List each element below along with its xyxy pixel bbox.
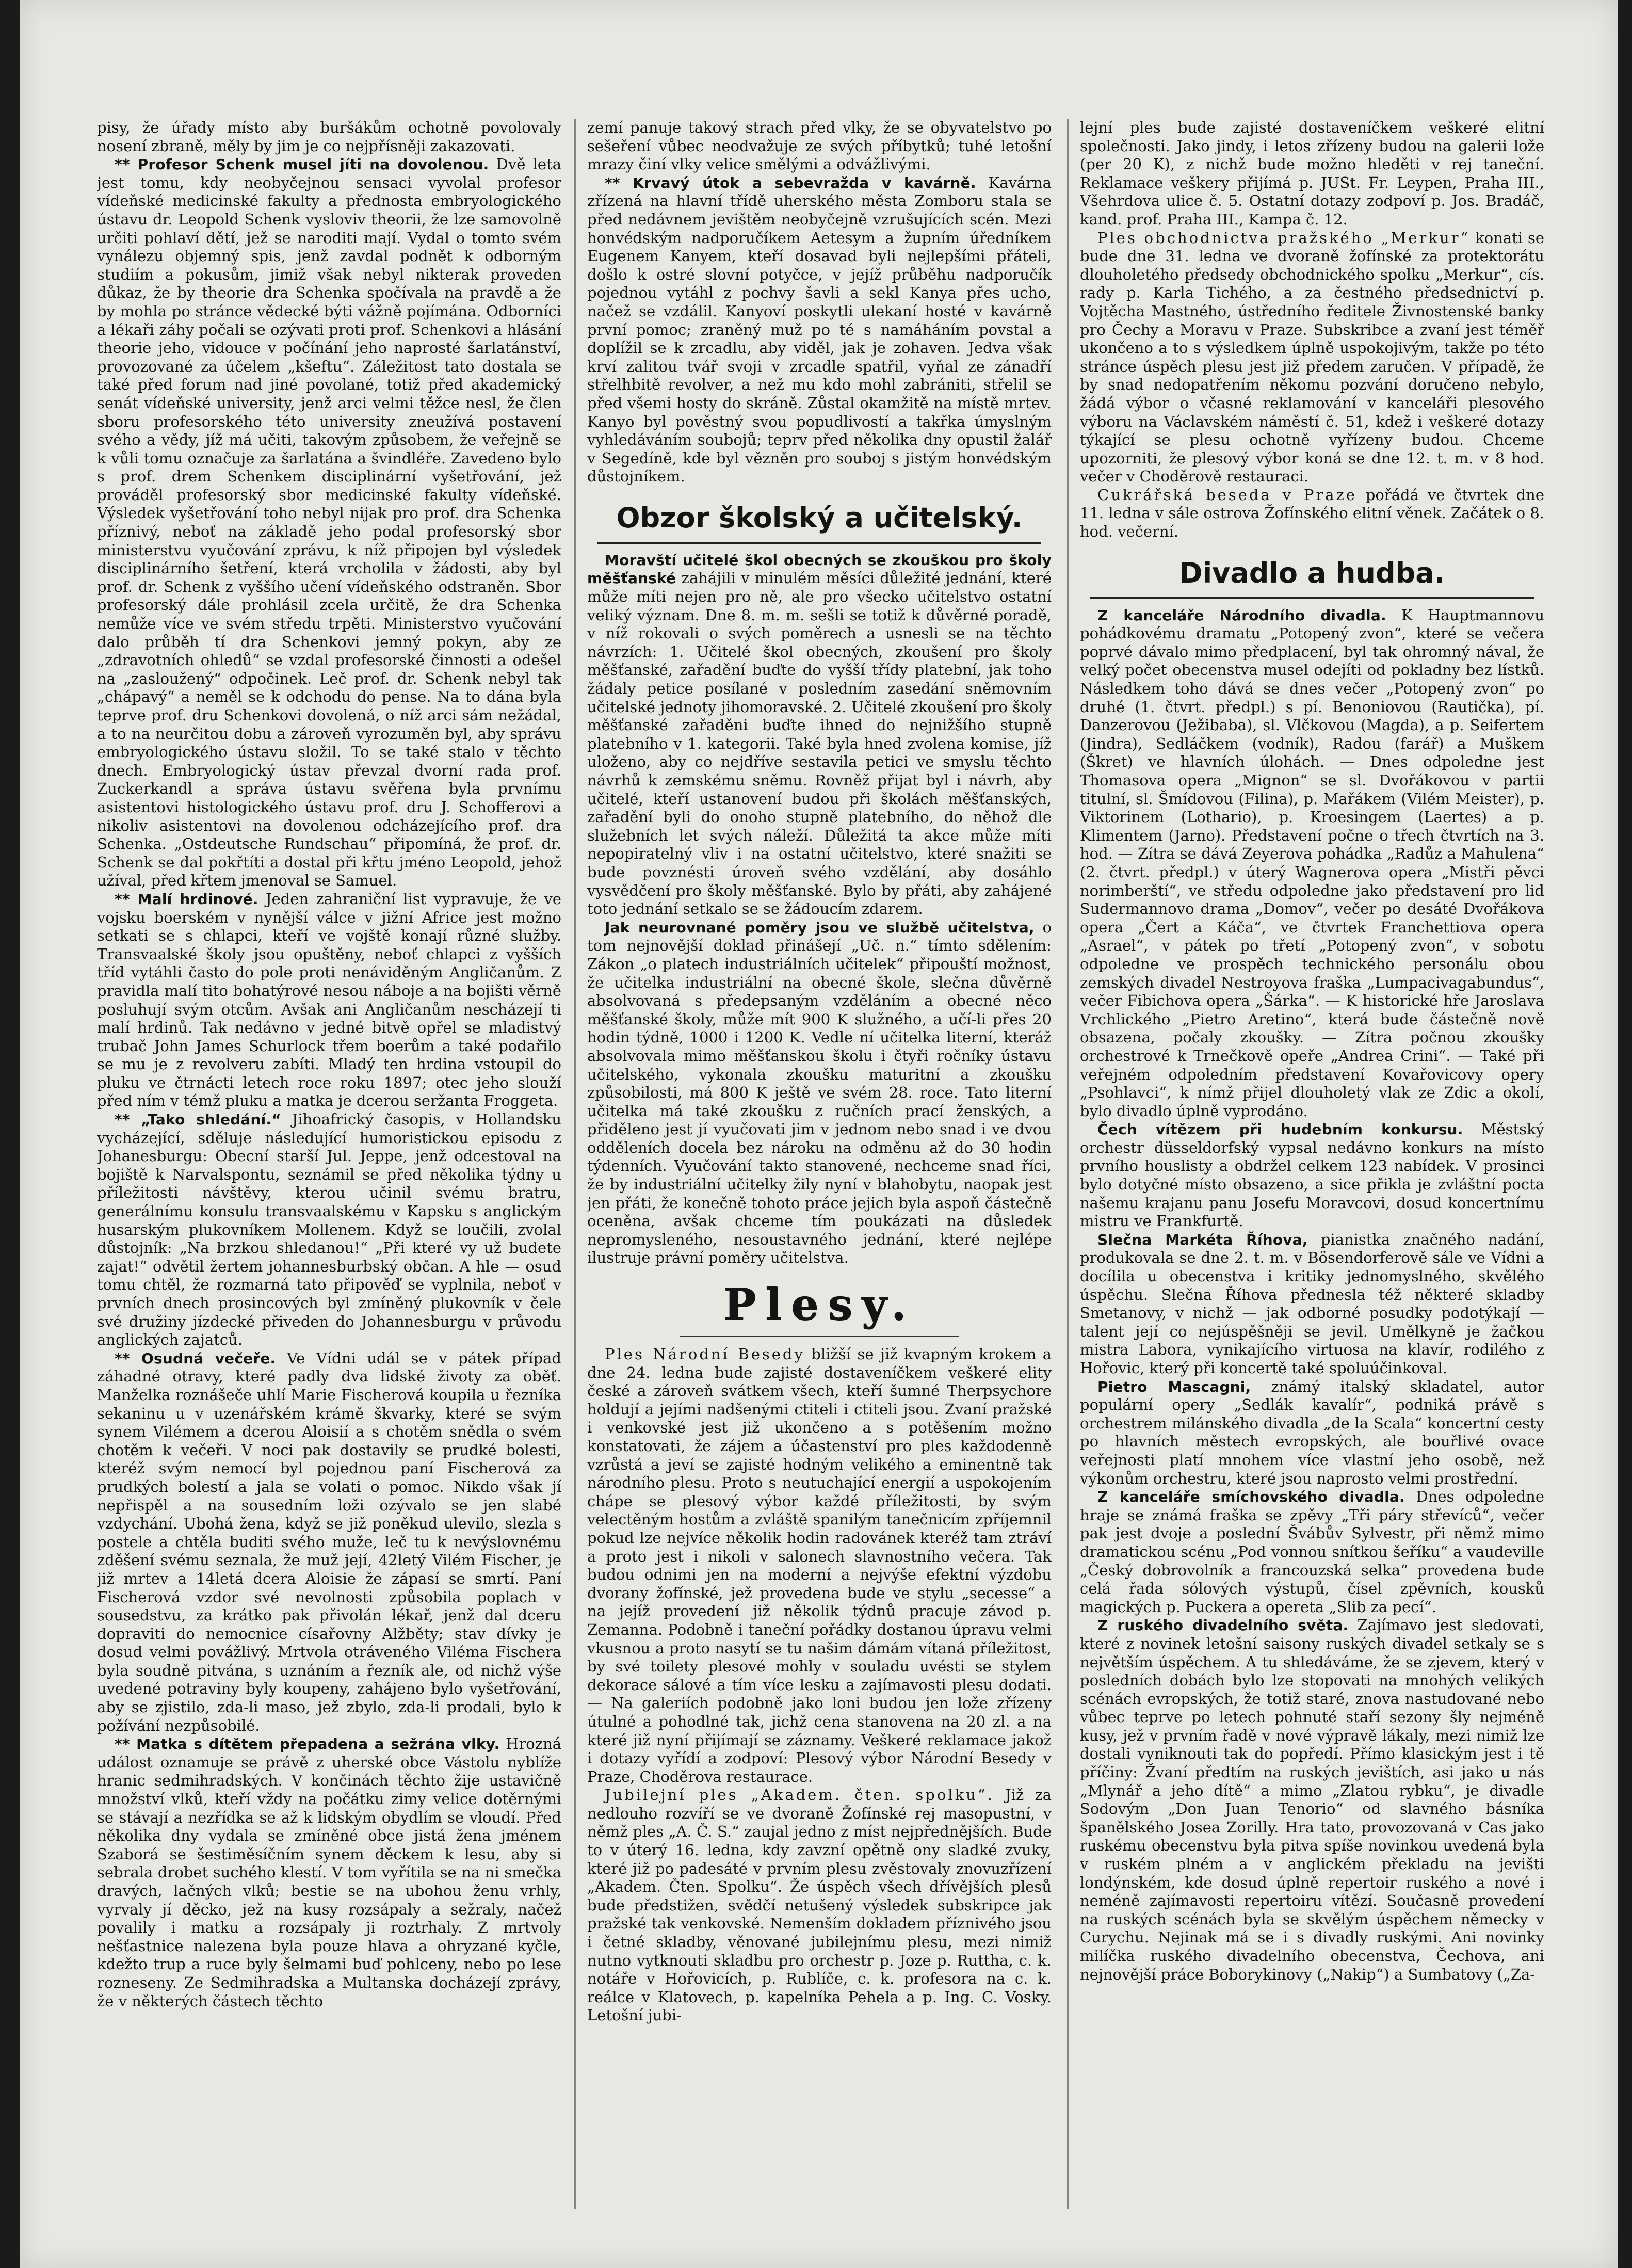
news-item-headline: Z ruského divadelního světa.	[1097, 1617, 1349, 1634]
news-item-headline: Čech vítězem při hudebním konkursu.	[1097, 1121, 1463, 1138]
section-rule	[597, 542, 1041, 544]
news-item-body: zahájili v minulém měsíci důležité jednání, které může míti nejen pro ně, ale pro všecko učitelstvo ostatní veliký význam. Dne 8. m. m. sešli se totiž k důvěrné poradě, v níž rokovali o svých poměrech a usnesli se na těchto návrzích: 1. Učitelé škol obecných, zkoušení pro školy měšťanské, zařadění buďte do vyšší třídy platební, jak toho žádaly petice posílané v posledním zasedání sněmovním učitelské jednoty jihomoravské. 2. Učitelé zkoušení pro školy měšťanské zařaděni buďte ihned do nejnižšího stupně platebního v 1. kategorii. Také byla hned zvolena komise, jíž uloženo, aby co nejdříve sestavila petici ve smyslu těchto návrhů k zemskému sněmu. Rovněž přijat byl i návrh, aby učitelé, kteří ustanovení budou při školách měšťanských, zařadění byli do onoho stupně platebního, do něhož dle služebních let svých náleží. Důležitá ta akce může míti nepopiratelný vliv i na ostatní učitelstvo, které snažiti se bude povznésti úroveň svého vzdělání, aby dosáhlo vysvědčení pro školy měšťanské. Bylo by přáti, aby zahájené toto jednání setkalo se se žádoucím zdarem.	[587, 569, 1052, 918]
news-item	[97, 1349, 561, 1735]
news-item	[1080, 1231, 1544, 1378]
section-rule	[680, 1336, 959, 1337]
news-item-body: Zajímavo jest sledovati, které z novinek letošní saisony ruských divadel setkaly se s největším úspěchem. A tu shledáváme, že se zjevem, který v posledních dobách bylo lze stopovati na mnohých velikých scénách evropských, že totiž staré, znova nastudované nebo vůbec teprve po letech pohnuté staří sezony šly nejméně kusy, jež v prvním řadě v nové výpravě lákaly, mezi nimiž lze dostali vyniknouti tak do popředí. Přímo klasickým jest i tě příčiny: Žvaní předtím na ruských jevištích, asi jako u nás „Mlynář a jeho dítě“ a mimo „Zlatou rybku“, je divadle Sodovým „Don Juan Tenorio“ od slavného básníka španělského Josea Zorilly. Hra tato, provozovaná v Cas jako ruskému obecenstvu byla pitva spíše novinkou uvedená byla v ruském plném a v anglickém překladu na jevišti londýnském, kde dosud úplně repertoir ruského a nové i neméně zajímavosti repertoiru vítězí. Současně provedení na ruských scénách byla se skvělým úspěchem německy v Curychu. Nejinak má se i s divadly ruskými. Ani novinky milíčka ruského divadelního obecenstva, Čechova, ani nejnovější práce Boborykinovy („Nakip“) a Sumbatovy („Za-	[1080, 1616, 1544, 1983]
news-item-lead: Jubilejní ples „Akadem. čten. spolku“.	[605, 1786, 994, 1804]
column-divider	[1067, 119, 1069, 2209]
news-item	[97, 1111, 561, 1349]
news-item-body: Dnes odpoledne hraje se známá fraška se zpěvy „Tři páry střevíců“, večer pak jest dvoje a poslední Švábův Sylvestr, při němž mimo dramatickou scénu „Pod vonnou snítkou šeříku“ a vaudeville „Český dobrovolník a francouzská selka“ provedena bude celá řada sólových výstupů, čísel zpěvních, kousků magických p. Puckera a opereta „Slib za pecí“.	[1080, 1488, 1544, 1616]
news-item	[587, 551, 1052, 919]
news-item-body: Již za nedlouho rozvíří se ve dvoraně Žofínské rej masopustní, v němž ples „A. Č. S.“ zaujal jedno z míst nejpřednějších. Bude to v úterý 16. ledna, kdy zavzní opětně ony sladké zvuky, které již po padesáté v prvním plesu zvěstovaly znovuzřízení „Akadem. Čten. Spolku“. Že úspěch všech dřívějších plesů bude předstižen, svědčí netušený výsledek subskripce jak pražské tak venkovské. Nemenším dokladem příznivého jsou i četné skladby, věnované jubilejnímu plesu, mezi nimiž nutno vytknouti skladbu pro orchestr p. Joze p. Ruttha, c. k. notáře v Hořovicích, p. Rublíče, c. k. profesora na c. k. reálce v Klatovech, p. kapelníka Pehela a p. Ing. C. Vosky. Letošní jubi-	[587, 1786, 1052, 2024]
article-continuation: lejní ples bude zajisté dostaveníčkem veškeré elitní společnosti. Jako jindy, i letos zřízeny budou na galerii lože (per 20 K), z nichž bude možno hleděti v rej taneční. Reklamace veškery přijímá p. JUSt. Fr. Leypen, Praha III., Všehrdova ulice č. 5. Ostatní dotazy zodpoví p. Jos. Bradáč, kand. prof. Praha III., Kampa č. 12.	[1080, 119, 1544, 228]
news-item	[587, 1786, 1052, 2025]
news-item	[97, 155, 561, 890]
section-rule	[1090, 597, 1534, 599]
news-item-body: pianistka značného nadání, produkovala se dne 2. t. m. v Bösendorferově sále ve Vídni a docílila u obecenstva i kritiky jednomyslného, skvělého úspěchu. Slečna Říhova přednesla též některé skladby Smetanovy, v nichž — jak odborné posudky podotýkají — talent její co nejúspěšněji se jevil. Umělkyně je žačkou mistra Labora, vynikajícího virtuosa na klavír, rodilého z Hořovic, který při koncertě také spoluúčinkoval.	[1080, 1230, 1544, 1377]
news-item	[97, 890, 561, 1111]
news-item-body: Dvě leta jest tomu, kdy neobyčejnou sensaci vyvolal profesor vídeňské medicinské fakulty a přednosta embryologického ústavu dr. Leopold Schenk vysloviv theorii, že lze samovolně určiti pohlaví dětí, jež se naroditi mají. Vydal o tomto svém vynálezu objemný spis, jenž zavdal podnět k odborným studiím a pokusům, jimiž však nebyl nikterak proveden důkaz, že by theorie dra Schenka spočívala na pravdě a že by mohla po stránce vědecké býti vážně pojímána. Odborníci a lékaři záhy počali se ozývati proti prof. Schenkovi a hlásání theorie jeho, vidouce v počínání jeho naprosté šarlatánství, provozované za účelem „kšeftu“. Záležitost tato dostala se také před forum nad jiné povolané, totiž před akademický senát vídeňské university, jenž arci velmi těžce nesl, že člen sboru profesorského této university zneužívá postavení svého a vědy, jíž má učiti, takovým způsobem, že veřejně se k vůli tomu označuje za šarlatána a švindléře. Zavedeno bylo s prof. drem Schenkem disciplinární vyšetřování, jež prováděl profesorský sbor medicinské fakulty vídeňské. Výsledek vyšetřování toho nebyl nijak pro prof. dra Schenka příznivý, neboť na základě jeho podal profesorský sbor ministerstvu vyučování zprávu, k níž připojen byl výsledek disciplinárního šetření, která vrcholila v žádosti, aby byl prof. dr. Schenk z vyššího učení vídeňského odstraněn. Sbor profesorský dále prohlásil zcela určitě, že dra Schenka nemůže více ve svém středu trpěti. Ministerstvo vyučování dalo průběh tí dra Schenkovi jemný pokyn, aby ze „zdravotních ohledů“ se vzdal profesorské činnosti a odešel na „zasloužený“ odpočinek. Leč prof. dr. Schenk nebyl tak „chápavý“ a neměl se k odchodu do pense. Na to dána byla teprve prof. dru Schenkovi dovolená, o níž arci sám nežádal, a to na neurčitou dobu a zároveň vyrozuměn byl, aby správu embryologického ústavu složil. To se také stalo v těchto dnech. Embryologický ústav převzal dvorní rada prof. Zuckerkandl a správa ústavu svěřena byla prvnímu asistentovi histologického ústavu prof. dru J. Schofferovi a nikoliv asistentovi na dovolenou odcházejícího prof. dra Schenka. „Ostdeutsche Rundschau“ připomíná, že prof. dr. Schenk se dal pokřtíti a dostal při křtu jméno Leopold, jehož užíval, před křtem jmenoval se Samuel.	[97, 155, 561, 890]
column-3	[1080, 119, 1544, 2209]
news-item	[1080, 1378, 1544, 1488]
news-item	[97, 1735, 561, 2010]
news-item-body: konati se bude dne 31. ledna ve dvoraně žofínské za protektorátu dlouholetého předsedy obchodnického spolku „Merkur“, cís. rady p. Karla Tichého, a za čestného předsednictví p. Vojtěcha Mastného, ústředního ředitele Živnostenské banky pro Čechy a Moravu v Praze. Subskribce a zvaní jest téměř ukončeno a to s výsledkem úplně uspokojivým, takže po této stránce úspěch plesu jest již předem zaručen. V případě, že by snad nedopatřením někomu pozvání doručeno nebylo, žádá výbor o včasné reklamování v kanceláři plesového výboru na Václavském náměstí č. 51, kdež i veškeré dotazy týkající se plesu ochotně vyřízeny budou. Chceme upozorniti, že plesový výbor koná se dne 12. t. m. v 8 hod. večer v Choděrově restauraci.	[1080, 229, 1544, 486]
news-item-headline: Moravští učitelé škol obecných se zkouškou pro školy měšťanské	[587, 551, 1052, 587]
news-item	[1080, 606, 1544, 1121]
news-item-body: známý italský skladatel, autor populární opery „Sedlák kavalír“, podniká právě s orchestrem milánského divadla „de la Scala“ koncertní cesty po hlavních městech evropských, ale bouřlivé ovace veřejnosti platí mnohem více vlastní jeho osobě, než výkonům orchestru, které jsou naprosto velmi prostřední.	[1080, 1377, 1544, 1487]
article-continuation: pisy, že úřady místo aby buršákům ochotně povolovaly nosení zbraně, měly by jim je co nejpřísněji zakazovati.	[97, 119, 561, 155]
news-item	[1080, 1616, 1544, 1984]
newspaper-page	[97, 119, 1547, 2209]
news-item-lead: Cukrářská beseda v Praze	[1097, 486, 1357, 504]
news-item	[587, 174, 1052, 486]
news-item	[1080, 1120, 1544, 1231]
news-item-headline: Z kanceláře Národního divadla.	[1097, 606, 1386, 624]
news-item-headline: Pietro Mascagni,	[1097, 1378, 1251, 1395]
news-item	[1080, 486, 1544, 541]
news-item-body: Ve Vídni udál se v pátek případ záhadné otravy, které padly dva lidské životy za oběť. Manželka roznášeče uhlí Marie Fischerová koupila u řezníka sekaninu u v uzenářském krámě škvarky, které se svým synem Vilémem a dcerou Aloisií a s chotěm snědla o svém chotěm k večeři. V noci pak dostavily se prudké bolesti, kteréž svým nemocí byl pojednou paní Fischerová za prudkých bolestí a jala se volati o pomoc. Nikdo však jí nepřispěl a na sousedním loži ozývalo se jen slabé vzdychání. Ubohá žena, když se již poněkud ulevilo, slezla s postele a chtěla buditi svého muže, leč tu k nevýslovnému zděšení svému seznala, že muž její, 42letý Vilém Fischer, je již mrtev a 14letá dcera Aloisie že zápasí se smrtí. Paní Fischerová vzdor své nevolnosti způsobila poplach v sousedstvu, za krátko pak přivolán lékař, jenž dal dceru dopraviti do nemocnice císařovny Alžběty; stav dívky je dosud velmi povážlivý. Mrtvola otráveného Viléma Fischera byla soudně pitvána, s uznáním a řezník ale, od nichž výše uvedené potraviny byly koupeny, zahájeno bylo vyšetřování, aby se zjistilo, zda-li maso, jež zbylo, zda-li prodali, bylo k požívání nezpůsobilé.	[97, 1349, 561, 1734]
news-item-lead: Ples obchodnictva pražského „Merkur“	[1097, 229, 1471, 247]
news-item-headline: ** Profesor Schenk musel jíti na dovolenou.	[115, 156, 489, 173]
news-item	[587, 1345, 1052, 1786]
news-item-body: Kavárna zřízená na hlavní třídě uherského města Zomboru stala se před nedávnem jevištěm neobyčejně vzrušujících scén. Mezi honvédským nadporučíkem Aetesym a župním úředníkem Eugenem Kanyem, kteří dosavad byli nejlepšími přáteli, došlo k ostré slovní potyčce, v jejíž průběhu nadporučík pojednou vytáhl z pochvy šavli a sekl Kanya přes ucho, načež se vzdálil. Kanyoví poskytli ulekaní hosté v kavárně první pomoc; zraněný muž po té s namáháním povstal a doplížil se k zrcadlu, aby viděl, jak je zohaven. Jedva však krví zalitou tvář svoji v zrcadle spatřil, vyňal ze zánadří střelhbitě revolver, a než mu kdo mohl zabrániti, střelil se před všemi hosty do skráně. Zůstal okamžitě na místě mrtev. Kanyo byl pověstný svou popudlivostí a takřka úmyslným vyhledáváním soubojů; teprv před několika dny opustil žalář v Segedíně, kde byl vězněn pro souboj s jistým honvédským důstojníkem.	[587, 173, 1052, 486]
section-heading: Divadlo a hudba.	[1179, 556, 1445, 589]
column-2	[587, 119, 1052, 2209]
news-item-headline: ** Krvavý útok a sebevražda v kavárně.	[605, 174, 976, 191]
newspaper-scan	[20, 0, 1618, 2268]
news-item-headline: ** Osudná večeře.	[115, 1349, 276, 1367]
article-continuation: zemí panuje takový strach před vlky, že se obyvatelstvo po sešeření vůbec neodvažuje ze svých příbytků; tuhé letošní mrazy činí vlky velice smělými a odvážlivými.	[587, 119, 1052, 173]
column-1	[97, 119, 561, 2209]
section-heading: Obzor školský a učitelský.	[616, 501, 1023, 534]
news-item-headline: Z kanceláře smíchovského divadla.	[1097, 1488, 1405, 1506]
news-item-lead: Ples Národní Besedy	[605, 1345, 805, 1363]
column-divider	[574, 119, 576, 2209]
news-item-headline: ** „Tako shledání.“	[115, 1111, 281, 1129]
news-item-body: Hrozná událost oznamuje se právě z uherské obce Vástolu nyblíže hranic sedmihradských. V končinách těchto žije ustavičně množství vlků, kteří vždy na počátku zimy velice dotěrnými se stávají a nezřídka se až k lidským obydlím se vloudí. Před několika dny vydala se zmíněné obce jistá žena jménem Szaborá se šestiměsíčním synem děckem k lesu, aby si sebrala drobet suchého klestí. V tom vyřítila se na ni smečka dravých, lačných vlků; bestie se na ubohou ženu vrhly, vyrvaly jí děcko, jež na kusy rozsápaly a sežraly, načež povalily i matku a rozsápaly ji roztrhaly. Z mrtvoly nešťastnice nalezena byla pouze hlava a ohryzané kyčle, kdežto trup a ruce byly šelmami buď pohlceny, nebo po lese rozneseny. Ze Sedmihradska a Multanska docházejí zprávy, že v některých částech těchto	[97, 1735, 561, 2010]
news-item-body: K Hauptmannovu pohádkovému dramatu „Potopený zvon“, které se večera poprvé dávalo mimo předplacení, byl tak ohromný nával, že velký počet obecenstva musel odejíti od pokladny bez lístků. Následkem toho dává se dnes večer „Potopený zvon“ po druhé (1. čtvrt. předpl.) s pí. Benoniovou (Rautička), pí. Danzerovou (Ježibaba), sl. Vlčkovou (Magda), a p. Seifertem (Jindra), Sedláčkem (vodník), Radou (farář) a Muškem (Škret) ve hlavních úlohách. — Dnes odpoledne jest Thomasova opera „Mignon“ se sl. Dvořákovou v partii titulní, sl. Šmídovou (Filina), p. Mařákem (Vilém Meister), p. Viktorinem (Lothario), p. Kroesingem (Laertes) a p. Klimentem (Jarno). Představení počne o třech čtvrtích na 3. hod. — Zítra se dává Zeyerova pohádka „Radůz a Mahulena“ (2. čtvrt. předpl.) v úterý Wagnerova opera „Mistři pěvci norimberští“, ve středu odpoledne jako představení pro lid Sudermannovo drama „Domov“, večer po desáté Dvořákova opera „Čert a Káča“, ve čtvrtek Franchettiova opera „Asrael“, v pátek po třetí „Potopený zvon“, v sobotu odpoledne ve prospěch technického personálu obou zemských divadel Nestroyova fraška „Lumpacivagabundus“, večer Fibichova opera „Šárka“. — K historické hře Jaroslava Vrchlického „Pietro Aretino“, která bude částečně nově obsazena, počaly zkoušky. — Zítra počnou zkoušky orchestrové k Trnečkově opeře „Andrea Crini“. — Také při veřejném odpoledním představení Kovařovicovy opery „Psohlavci“, k nímž přijel dlouholetý vlak ze Zdic a okolí, bylo divadlo úplně vyprodáno.	[1080, 606, 1544, 1120]
news-item-headline: Jak neurovnané poměry jsou ve službě učitelstva,	[605, 919, 1035, 936]
news-item-headline: ** Malí hrdinové.	[115, 890, 258, 908]
news-item	[1080, 1488, 1544, 1616]
news-item-body: o tom nejnovější doklad přinášejí „Uč. n.“ tímto sdělením: Zákon „o platech industriálních učitelek“ připouští možnost, že učitelka industriální na obecné škole, slečna důvěrně absolvovaná s předepsaným vzděláním a obecné něco měšťanské školy, může mít 900 K služného, a učí-li přes 20 hodin týdně, 1000 i 1200 K. Vedle ní učitelka literní, kteráž absolvovala mimo měšťanskou školu i čtyři ročníky ústavu učitelského, vykonala zkoušku maturitní a zkoušku způsobilosti, má 800 K ještě ve svém 28. roce. Tato literní učitelka má také zkoušku z ručních prací ženských, a přiděleno jest jí vyučovati jim v jednom nebo snad i ve dvou odděleních docela bez nároku na odměnu až do 30 hodin týdenních. Vyučování takto stanovené, nechceme snad říci, že by industriální učitelky žily nyní v blahobytu, naopak jest jen přáti, že konečně tohoto práce jejich byla aspoň částečně oceněna, avšak chceme tím poukázati na důsledek nepromysleného, nesoustavného jednání, které nejlépe ilustruje právní poměry učitelstva.	[587, 918, 1052, 1267]
news-item-headline: ** Matka s dítětem přepadena a sežrána vlky.	[115, 1735, 500, 1753]
section-heading: Plesy.	[723, 1279, 916, 1330]
news-item	[1080, 229, 1544, 486]
news-item-body: pořádá ve čtvrtek dne 11. ledna v sále ostrova Žofínského elitní věnek. Začátek o 8. hod. večerní.	[1080, 486, 1544, 541]
news-item	[587, 919, 1052, 1267]
news-item-headline: Slečna Markéta Říhova,	[1097, 1231, 1308, 1248]
news-item-body: Jihoafrický časopis, v Hollandsku vycházející, sděluje následující humoristickou episodu z Johanesburgu: Obecní starší Jul. Jeppe, jenž odcestoval na bojiště k Narvalspontu, seznámil se před několika týdny u příležitosti návštěvy, kterou učinil svému bratru, generálnímu konsulu transvaalskému v Kapsku s anglickým husarským plukovníkem Mollenem. Když se loučili, zvolal důstojník: „Na brzkou shledanou!“ „Při které vy už budete zajat!“ odvětil žertem johannesburbský občan. A hle — osud tomu chtěl, že rozmarná tato připověď se vyplnila, neboť v prvních dnech prosincových byl zmíněný plukovník v čele své družiny jízdecké přiveden do Johannesburgu v průvodu anglických zajatců.	[97, 1111, 561, 1349]
news-item-body: Městský orchestr düsseldorfský vypsal nedávno konkurs na místo prvního houslisty a obdržel celkem 123 nabídek. V prosinci bylo dotyčné místo obsazeno, a sice přikla je zvláštní pocta našemu krajanu panu Josefu Moravcovi, dosud koncertnímu mistru ve Frankfurtě.	[1080, 1120, 1544, 1230]
news-item-body: bližší se již kvapným krokem a dne 24. ledna bude zajisté dostaveníčkem veškeré elity české a zároveň svátkem všech, kteří šumné Therpsychore holdují a jejími nadšenými ctiteli i ctiteli jsou. Zvaní pražské i venkovské jest již ukončeno a s potěšením možno konstatovati, že zájem a účastenství pro ples každodenně vzrůstá a jeví se zajisté hodným velikého a eminentně tak národního plesu. Proto s neutuchající energií a uspokojením chápe se plesový výbor každé příležitosti, by svým velectěným hostům a zvláště spanilým tanečnicím zpříjemnil pokud lze nejvíce několik hodin radovánek kteréž tam ztráví a proto jest i nikoli v salonech slavnostního večera. Tak budou odnimi jen na moderní a nejvýše efektní výzdobu dvorany žofínské, jež provedena bude ve stylu „secesse“ a na jejíž provedení již několik týdnů pracuje závod p. Zemanna. Podobně i taneční pořádky dostanou úpravu velmi vkusnou a proto nasytí se tu našim dámám vítaná příležitost, by své toilety plesové mohly v souladu uvésti se stylem dekorace sálové a tím více lesku a zajímavosti plesu dodati. — Na galeriích podobně jako loni budou jen lože zřízeny útulné a pohodlné tak, jichž cena stanovena na 20 zl. a na které již nyní přijímají se záznamy. Veškeré reklamace jakož i dotazy vyřídí a zodpoví: Plesový výbor Národní Besedy v Praze, Choděrova restaurace.	[587, 1345, 1052, 1786]
news-item-body: Jeden zahraniční list vypravuje, že ve vojsku boerském v nynější válce v jižní Africe jest možno setkati se s chlapci, kteří ve vojště konají různé služby. Transvaalské školy jsou opuštěny, neboť chlapci z vyšších tříd vytáhli často do pole proti nenáviděným Angličanům. Z pravidla malí tito bohatýrové nesou náboje a na bojišti věrně posluhují svým otcům. Avšak ani Angličanům nescházejí ti malí hrdinů. Tak nedávno v jedné bitvě opřel se mladistvý trubač John James Schurlock třem boerům a také podařilo se mu je z revolveru zabíti. Mladý ten hrdina vstoupil do pluku ve čtrnácti letech roce roku 1897; otec jeho slouží před ním v témž pluku a matka je dcerou seržanta Froggeta.	[97, 890, 561, 1110]
